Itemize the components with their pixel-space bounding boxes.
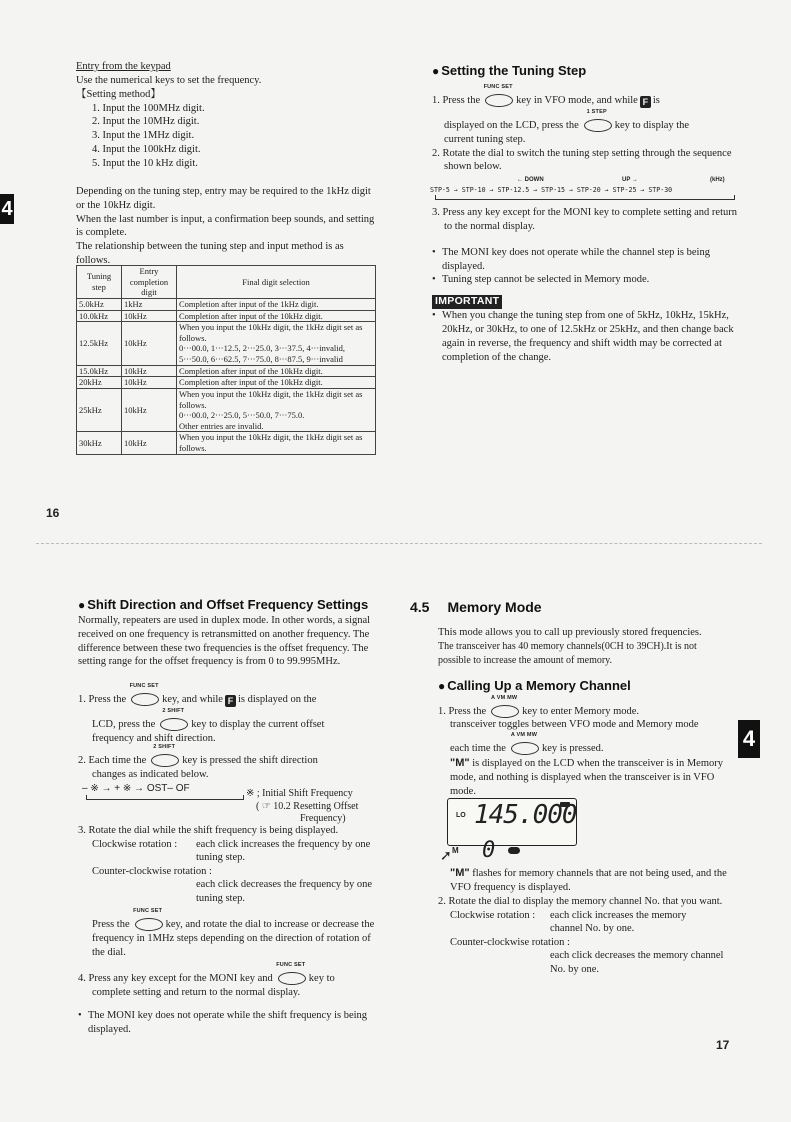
table-cell: 10kHz [122, 322, 177, 366]
table-cell: 10kHz [122, 432, 177, 454]
keypad-para: The relationship between the tuning step and input method is as follows. [76, 241, 344, 267]
table-cell: 10.0kHz [77, 310, 122, 322]
key-caption: FUNC SET [276, 961, 306, 968]
lcd-channel: 0 [482, 838, 496, 863]
page-divider [36, 543, 762, 544]
clockwise-label: Clockwise rotation : [92, 838, 178, 850]
counter-clockwise-label: Counter-clockwise rotation : [92, 865, 212, 877]
counter-clockwise-label: Counter-clockwise rotation : [450, 936, 570, 948]
key-caption: 1 STEP [586, 108, 607, 115]
cycle-return-line [86, 795, 244, 800]
table-cell [177, 388, 376, 432]
text: 1. Press the [438, 705, 487, 717]
text: key to [308, 972, 335, 984]
table-cell: Completion after input of the 10kHz digit. [177, 310, 376, 322]
memory-clockwise-row [438, 909, 728, 936]
lcd-channel-area [440, 838, 580, 866]
text: key is pressed. [541, 743, 604, 755]
shift-step-3: 3. Rotate the dial while the shift frequency is being displayed. [78, 824, 339, 836]
clockwise-text: each click increases the memory channel No. by one. [550, 909, 687, 935]
tuning-step-table [76, 265, 376, 455]
table-cell: 10kHz [122, 365, 177, 377]
keypad-step: 1. Input the 100MHz digit. [92, 102, 205, 114]
memory-section [410, 598, 730, 799]
cell-line: 5···50.0, 6···62.5, 7···75.0, 8···87.5, 9···invalid [179, 354, 343, 364]
page-number-right: 17 [716, 1038, 730, 1052]
f-indicator-icon: F [225, 695, 236, 707]
up-label: UP → [622, 177, 638, 184]
tuning-step-section [432, 62, 737, 365]
key-caption: FUNC SET [483, 83, 513, 90]
shift-note: • The MONI key does not operate while the shift frequency is being displayed. [78, 1009, 378, 1037]
step-key-icon [582, 108, 612, 131]
tuning-note: • The MONI key does not operate while the channel step is being displayed. [432, 246, 737, 274]
shift-cycle-diagram [78, 782, 378, 822]
lcd-display [447, 798, 577, 846]
table-header: Tuning step [77, 266, 122, 299]
text: key is pressed the shift direction [182, 754, 318, 766]
clockwise-row [78, 838, 378, 865]
sequence-return-line [435, 195, 735, 200]
table-row [77, 377, 376, 389]
call-title [438, 677, 730, 695]
lcd-m-indicator: M [452, 846, 459, 855]
func-set-key-icon [483, 83, 513, 106]
cell-line: When you input the 10kHz digit, the 1kHz digit set as follows. [179, 322, 363, 343]
keypad-section [76, 60, 376, 268]
tuning-step-1-cont [432, 108, 737, 133]
section-title: Memory Mode [447, 599, 542, 615]
text: key, and while [162, 694, 223, 706]
clockwise-label: Clockwise rotation : [450, 909, 536, 921]
text: key, and rotate the dial to increase or decrease the frequency in 1MHz steps depending on the direction of rotation of the dial. [92, 919, 375, 958]
table-cell: When you input the 10kHz digit, the 1kHz digit set as follows. [177, 432, 376, 454]
table-cell: 12.5kHz [77, 322, 122, 366]
lcd-frequency: 145.000 [474, 800, 577, 830]
keypad-steps [76, 102, 376, 171]
table-cell: 10kHz [122, 377, 177, 389]
m-symbol: "M" [450, 867, 470, 879]
memory-intro: This mode allows you to call up previously stored frequencies. [438, 627, 702, 639]
table-cell: 25kHz [77, 388, 122, 432]
cell-line: Other entries are invalid. [179, 420, 264, 431]
memory-heading [410, 598, 730, 616]
counter-clockwise-text: each click decreases the memory channel No. by one. [550, 950, 724, 976]
cell-line: When you input the 10kHz digit, the 1kHz digit set as follows. [179, 388, 363, 410]
shift-step-2-cont: changes as indicated below. [92, 768, 209, 780]
text: key in VFO mode, and while [516, 94, 638, 106]
bullet-dot-icon: ● [432, 64, 440, 78]
table-row [77, 298, 376, 310]
text: each time the [450, 743, 506, 755]
text: key to display the [614, 119, 690, 131]
key-caption: FUNC SET [129, 683, 159, 690]
memory-continued [438, 866, 728, 977]
chapter-tab-left: 4 [0, 194, 14, 224]
func-set-key-icon [133, 908, 163, 930]
setting-method-label: 【Setting method】 [76, 88, 161, 100]
bullet-dot-icon: ● [78, 598, 86, 612]
table-cell: 15.0kHz [77, 365, 122, 377]
initial-shift-note: Frequency) [300, 812, 346, 824]
text: 1. Press the [78, 694, 127, 706]
memory-step-2: 2. Rotate the dial to display the memory channel No. that you want. [438, 895, 723, 907]
tuning-step-3: 3. Press any key except for the MONI key to complete setting and return to the normal display. [432, 206, 737, 232]
keypad-heading: Entry from the keypad [76, 61, 171, 72]
shift-step-1-cont [78, 708, 378, 732]
keypad-para: When the last number is input, a confirmation beep sounds, and setting is complete. [76, 213, 375, 239]
tuning-step-1-end: current tuning step. [444, 133, 526, 145]
tuning-step-2: 2. Rotate the dial to switch the tuning step setting through the sequence shown below. [432, 147, 732, 173]
text: displayed on the LCD, press the [444, 119, 579, 131]
title-text: Shift Direction and Offset Frequency Settings [87, 597, 369, 612]
direction-row [432, 174, 737, 186]
shift-intro: Normally, repeaters are used in duplex mode. In other words, a signal received on one frequency is retransmitted on another frequency. The difference between these two frequencies is the offset frequency. The setting range for the offset frequency is from 0 to 99.995MHz. [78, 614, 371, 668]
table-cell: 20kHz [77, 377, 122, 389]
down-label: ← DOWN [517, 177, 544, 184]
chapter-tab-right: 4 [738, 720, 760, 758]
section-number: 4.5 [410, 599, 430, 615]
m-symbol: "M" [450, 757, 470, 770]
shift-step-4 [78, 961, 378, 986]
keypad-step: 4. Input the 100kHz digit. [92, 144, 201, 156]
text: key to enter Memory mode. [522, 705, 640, 717]
shift-cycle: – ※ → + ※ → OST– OF [82, 782, 190, 794]
table-cell: Completion after input of the 10kHz digit. [177, 377, 376, 389]
keypad-step: 5. Input the 10 kHz digit. [92, 158, 198, 170]
table-row [77, 365, 376, 377]
text: LCD, press the [92, 719, 156, 731]
table-cell: 1kHz [122, 298, 177, 310]
memory-step-1-desc [438, 756, 730, 799]
table-cell: 10kHz [122, 388, 177, 432]
table-cell: 10kHz [122, 310, 177, 322]
func-set-key-icon [276, 961, 306, 984]
text: key to display the current offset [191, 719, 325, 731]
text: 2. Each time the [78, 754, 147, 766]
func-set-key-icon [129, 683, 159, 705]
step-sequence: STP-5 → STP-10 → STP-12.5 → STP-15 → STP-20 → STP-25 → STP-30 [430, 186, 673, 195]
shift-step-2 [78, 743, 378, 768]
memory-step-1-cont [438, 732, 730, 756]
counter-clockwise-text: each click decreases the frequency by one tuning step. [196, 879, 373, 905]
text: 1. Press the [432, 94, 481, 106]
key-caption: 2 SHIFT [153, 743, 176, 750]
text: is displayed on the LCD when the transceiver is in Memory mode, and nothing is displayed when the transceiver is in VFO mode. [450, 758, 723, 797]
table-cell [177, 322, 376, 366]
important-badge [432, 295, 737, 309]
important-text: • When you change the tuning step from one of 5kHz, 10kHz, 15kHz, 20kHz, or 30kHz, to one of 12.5kHz or 25kHz, and then change back again in reverse, the frequency and shift width may be corrected at completion of the change. [432, 309, 737, 364]
lcd-dup-icon [508, 847, 520, 854]
table-cell: Completion after input of the 10kHz digit. [177, 365, 376, 377]
cell-line: 0···00.0, 2···25.0, 5···50.0, 7···75.0. [179, 410, 305, 421]
tuning-step-title [432, 62, 737, 80]
lcd-lo-indicator: LO [456, 812, 466, 819]
table-cell: Completion after input of the 1kHz digit. [177, 298, 376, 310]
memory-body [410, 626, 730, 798]
keypad-intro: Use the numerical keys to set the frequency. [76, 74, 262, 86]
initial-shift-note: ( ☞ 10.2 Resetting Offset [256, 800, 359, 812]
table-row [77, 388, 376, 432]
text: Press the [92, 919, 130, 931]
flash-indicator-icon: ➚ [440, 849, 452, 864]
title-text: Setting the Tuning Step [441, 63, 587, 78]
vm-key-icon [489, 694, 519, 717]
shift-title [78, 596, 378, 614]
f-indicator-icon: F [640, 96, 651, 108]
important-label: IMPORTANT [432, 295, 502, 309]
page-number-left: 16 [46, 506, 60, 520]
text: 4. Press any key except for the MONI key and [78, 972, 273, 984]
keypad-para: Depending on the tuning step, entry may be required to the 1kHz digit or the 10kHz digit. [76, 185, 371, 211]
keypad-step: 2. Input the 10MHz digit. [92, 116, 200, 128]
cell-line: 0···00.0, 1···12.5, 2···25.0, 3···37.5, 4···invalid, [179, 343, 345, 354]
table-header: Entry completion digit [122, 266, 177, 299]
table-row [77, 322, 376, 366]
table-header: Final digit selection [177, 266, 376, 299]
key-caption: A VM MW [491, 694, 518, 701]
key-caption: 2 SHIFT [162, 708, 185, 715]
shift-key-icon [149, 743, 179, 766]
tuning-note: • Tuning step cannot be selected in Memory mode. [432, 273, 737, 287]
shift-step-1-end: frequency and shift direction. [92, 733, 216, 745]
table-header-row [77, 266, 376, 299]
shift-key-icon [158, 708, 188, 730]
bullet-dot-icon: ● [438, 678, 446, 693]
text: is displayed on the [237, 694, 317, 706]
key-caption: A VM MW [510, 732, 538, 739]
clockwise-text: each click increases the frequency by one tuning step. [196, 838, 371, 864]
shift-step-1 [78, 683, 378, 707]
memory-step-1 [438, 694, 730, 719]
khz-label: (kHz) [710, 177, 725, 184]
shift-step-4-cont: complete setting and return to the normal display. [92, 986, 301, 998]
table-cell: 5.0kHz [77, 298, 122, 310]
text: flashes for memory channels that are not being used, and the VFO frequency is displayed. [450, 868, 727, 893]
tuning-step-1 [432, 83, 737, 108]
table-cell: 30kHz [77, 432, 122, 454]
title-text: Calling Up a Memory Channel [447, 677, 631, 693]
memory-intro: The transceiver has 40 memory channels(0CH to 39CH).It is not possible to increase the amount of memory. [438, 641, 697, 666]
text: is [652, 94, 660, 106]
flash-note [438, 866, 728, 895]
table-row [77, 310, 376, 322]
key-caption: FUNC SET [133, 908, 163, 915]
table-row [77, 432, 376, 454]
initial-shift-note: ※ ; Initial Shift Frequency [246, 787, 353, 799]
vm-key-icon [509, 732, 539, 754]
memory-step-1-cont: transceiver toggles between VFO mode and Memory mode [450, 719, 699, 731]
keypad-step: 3. Input the 1MHz digit. [92, 130, 195, 142]
shift-press-func [78, 908, 378, 960]
shift-section [78, 596, 378, 1037]
